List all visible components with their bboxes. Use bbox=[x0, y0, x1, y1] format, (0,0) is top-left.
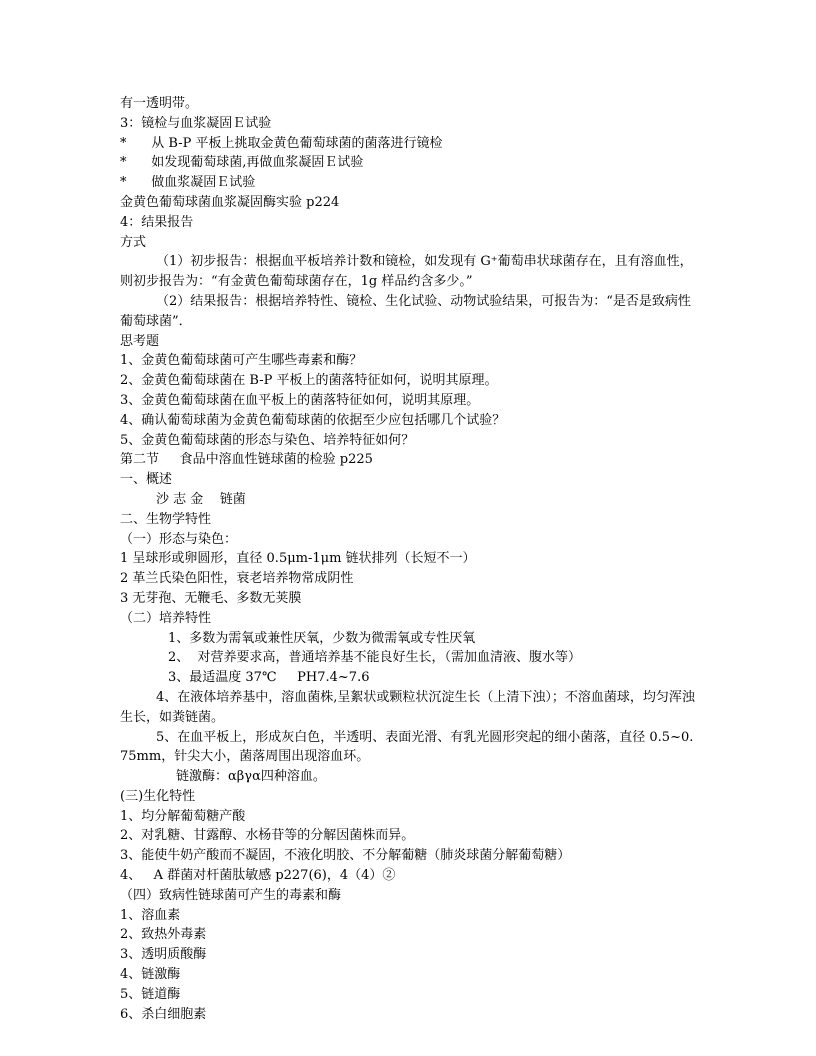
text-line: 3、金黄色葡萄球菌在血平板上的菌落特征如何，说明其原理。 bbox=[120, 392, 480, 408]
text-line: 有一透明带。 bbox=[120, 96, 199, 111]
text-line: 4：结果报告 bbox=[120, 214, 194, 230]
text-line: 3：镜检与血浆凝固Ｅ试验 bbox=[120, 115, 272, 131]
text-line: 3、能使牛奶产酸而不凝固，不液化明胶、不分解葡糖（肺炎球菌分解葡萄糖） bbox=[120, 848, 571, 864]
text-line: 2、对乳糖、甘露醇、水杨苷等的分解因菌株而异。 bbox=[120, 828, 415, 844]
text-line: 3 无芽孢、无鞭毛、多数无荚膜 bbox=[120, 590, 302, 606]
text-line: 方式 bbox=[120, 234, 147, 250]
text-line: 3、最适温度 37℃ PH7.4~7.6 bbox=[168, 670, 370, 686]
text-line: 二、生物学特性 bbox=[120, 511, 212, 527]
text-line: 4、确认葡萄球菌为金黄色葡萄球菌的依据至少应包括哪几个试验？ bbox=[120, 412, 506, 428]
text-line: （2）结果报告：根据培养特性、镜检、生化试验、动物试验结果，可报告为：“是否是致病性葡萄球菌”． bbox=[120, 293, 691, 329]
text-line: 5、链道酶 bbox=[120, 986, 181, 1002]
text-line: 3、透明质酸酶 bbox=[120, 947, 207, 963]
text-line: 2 革兰氏染色阳性，衰老培养物常成阴性 bbox=[120, 571, 354, 587]
text-line: 一、概述 bbox=[120, 472, 173, 488]
text-line: 1、溶血素 bbox=[120, 907, 181, 923]
text-line: 2、金黄色葡萄球菌在 B-P 平板上的菌落特征如何，说明其原理。 bbox=[120, 373, 498, 389]
text-line: 沙 志 金 链菌 bbox=[156, 491, 246, 507]
text-line: 2、致热外毒素 bbox=[120, 927, 207, 943]
text-line: 1 呈球形或卵圆形，直径 0.5μm-1μm 链状排列（长短不一） bbox=[120, 551, 476, 567]
text-line: * 从 B-P 平板上挑取金黄色葡萄球菌的菌落进行镜检 bbox=[120, 135, 443, 151]
text-line: 思考题 bbox=[120, 333, 160, 349]
text-line: （四）致病性链球菌可产生的毒素和酶 bbox=[120, 887, 342, 903]
text-line: 1、金黄色葡萄球菌可产生哪些毒素和酶？ bbox=[120, 353, 363, 369]
text-line: 4、 A 群菌对杆菌肽敏感 p227(6)，4（4）② bbox=[120, 868, 396, 884]
text-line: 2、 对营养要求高，普通培养基不能良好生长，（需加血清液、腹水等） bbox=[168, 650, 582, 666]
text-line: 链激酶：αβγα四种溶血。 bbox=[176, 769, 326, 785]
text-line: 1、均分解葡萄糖产酸 bbox=[120, 808, 246, 824]
text-line: 5、在血平板上，形成灰白色，半透明、表面光滑、有乳光圆形突起的细小菌落，直径 0.5~0.75mm，针尖大小，菌落周围出现溶血环。 bbox=[120, 729, 694, 765]
text-line: (三)生化特性 bbox=[120, 788, 196, 804]
text-line: 5、金黄色葡萄球菌的形态与染色、培养特征如何？ bbox=[120, 432, 415, 448]
text-line: * 做血浆凝固Ｅ试验 bbox=[120, 175, 256, 191]
text-line: （1）初步报告：根据血平板培养计数和镜检，如发现有 G⁺葡萄串状球菌存在，且有溶血性，则初步报告为：“有金黄色葡萄球菌存在，1g 样品约含多少。” bbox=[120, 254, 693, 290]
text-line: 6、杀白细胞素 bbox=[120, 1006, 207, 1022]
document-body bbox=[120, 94, 698, 1024]
text-line: 第二节 食品中溶血性链球菌的检验 p225 bbox=[120, 452, 373, 468]
text-line: * 如发现葡萄球菌,再做血浆凝固Ｅ试验 bbox=[120, 155, 364, 171]
text-line: 1、多数为需氧或兼性厌氧，少数为微需氧或专性厌氧 bbox=[168, 630, 476, 646]
text-line: （一）形态与染色： bbox=[120, 531, 238, 547]
text-line: 金黄色葡萄球菌血浆凝固酶实验 p224 bbox=[120, 194, 340, 210]
text-line: 4、在液体培养基中，溶血菌株,呈絮状或颗粒状沉淀生长（上清下浊）；不溶血菌球，均匀浑浊生长，如粪链菌。 bbox=[120, 689, 695, 725]
text-line: （二）培养特性 bbox=[120, 610, 212, 626]
text-line: 4、链激酶 bbox=[120, 967, 181, 983]
